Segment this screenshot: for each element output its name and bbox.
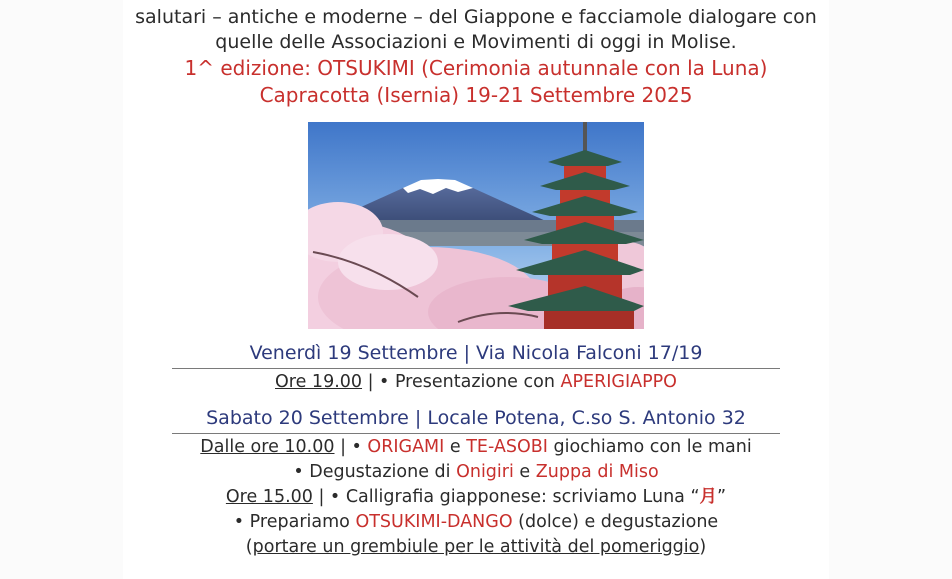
friday-heading: Venerdì 19 Settembre | Via Nicola Falconi 17/19	[249, 342, 703, 364]
friday-program	[0, 370, 952, 394]
aperigiappo: APERIGIAPPO	[560, 372, 677, 392]
conjunction: e	[513, 462, 536, 482]
morning-separator: | •	[334, 437, 368, 457]
intro-line-2: quelle delle Associazioni e Movimenti di oggi in Molise.	[215, 31, 737, 53]
note-close: )	[699, 537, 707, 557]
morning-description: giochiamo con le mani	[547, 437, 752, 457]
friday-time: Ore 19.00	[275, 372, 363, 392]
afternoon-description: | • Calligrafia giapponese: scriviamo Luna “	[312, 487, 700, 507]
afternoon-time: Ore 15.00	[225, 487, 313, 507]
saturday-afternoon	[0, 485, 952, 509]
location-dates: Capracotta (Isernia) 19-21 Settembre 2025	[259, 83, 693, 107]
divider	[172, 368, 780, 369]
te-asobi: TE-ASOBI	[466, 437, 548, 457]
moon-kanji: 月	[699, 487, 718, 507]
closing-quote: ”	[717, 487, 727, 507]
friday-separator: | • Presentazione con	[362, 372, 561, 392]
morning-time: Dalle ore 10.00	[200, 437, 335, 457]
dango-line	[0, 510, 952, 534]
prep-prefix: • Prepariamo	[233, 512, 356, 532]
miso-soup: Zuppa di Miso	[535, 462, 659, 482]
fuji-pagoda-photo	[308, 122, 644, 329]
intro-line-1: salutari – antiche e moderne – del Giappone e facciamole dialogare con	[135, 6, 817, 28]
saturday-morning	[0, 435, 952, 459]
edition-title: 1^ edizione: OTSUKIMI (Cerimonia autunnale con la Luna)	[184, 56, 768, 80]
origami: ORIGAMI	[367, 437, 445, 457]
note-open: (	[245, 537, 253, 557]
conjunction: e	[444, 437, 467, 457]
apron-note	[0, 535, 952, 559]
saturday-heading: Sabato 20 Settembre | Locale Potena, C.so S. Antonio 32	[206, 407, 746, 429]
divider	[172, 433, 780, 434]
tasting-line	[0, 460, 952, 484]
otsukimi-dango: OTSUKIMI-DANGO	[355, 512, 513, 532]
onigiri: Onigiri	[456, 462, 514, 482]
tasting-prefix: • Degustazione di	[293, 462, 457, 482]
note-text: portare un grembiule per le attività del pomeriggio	[252, 537, 700, 557]
prep-description: (dolce) e degustazione	[512, 512, 719, 532]
